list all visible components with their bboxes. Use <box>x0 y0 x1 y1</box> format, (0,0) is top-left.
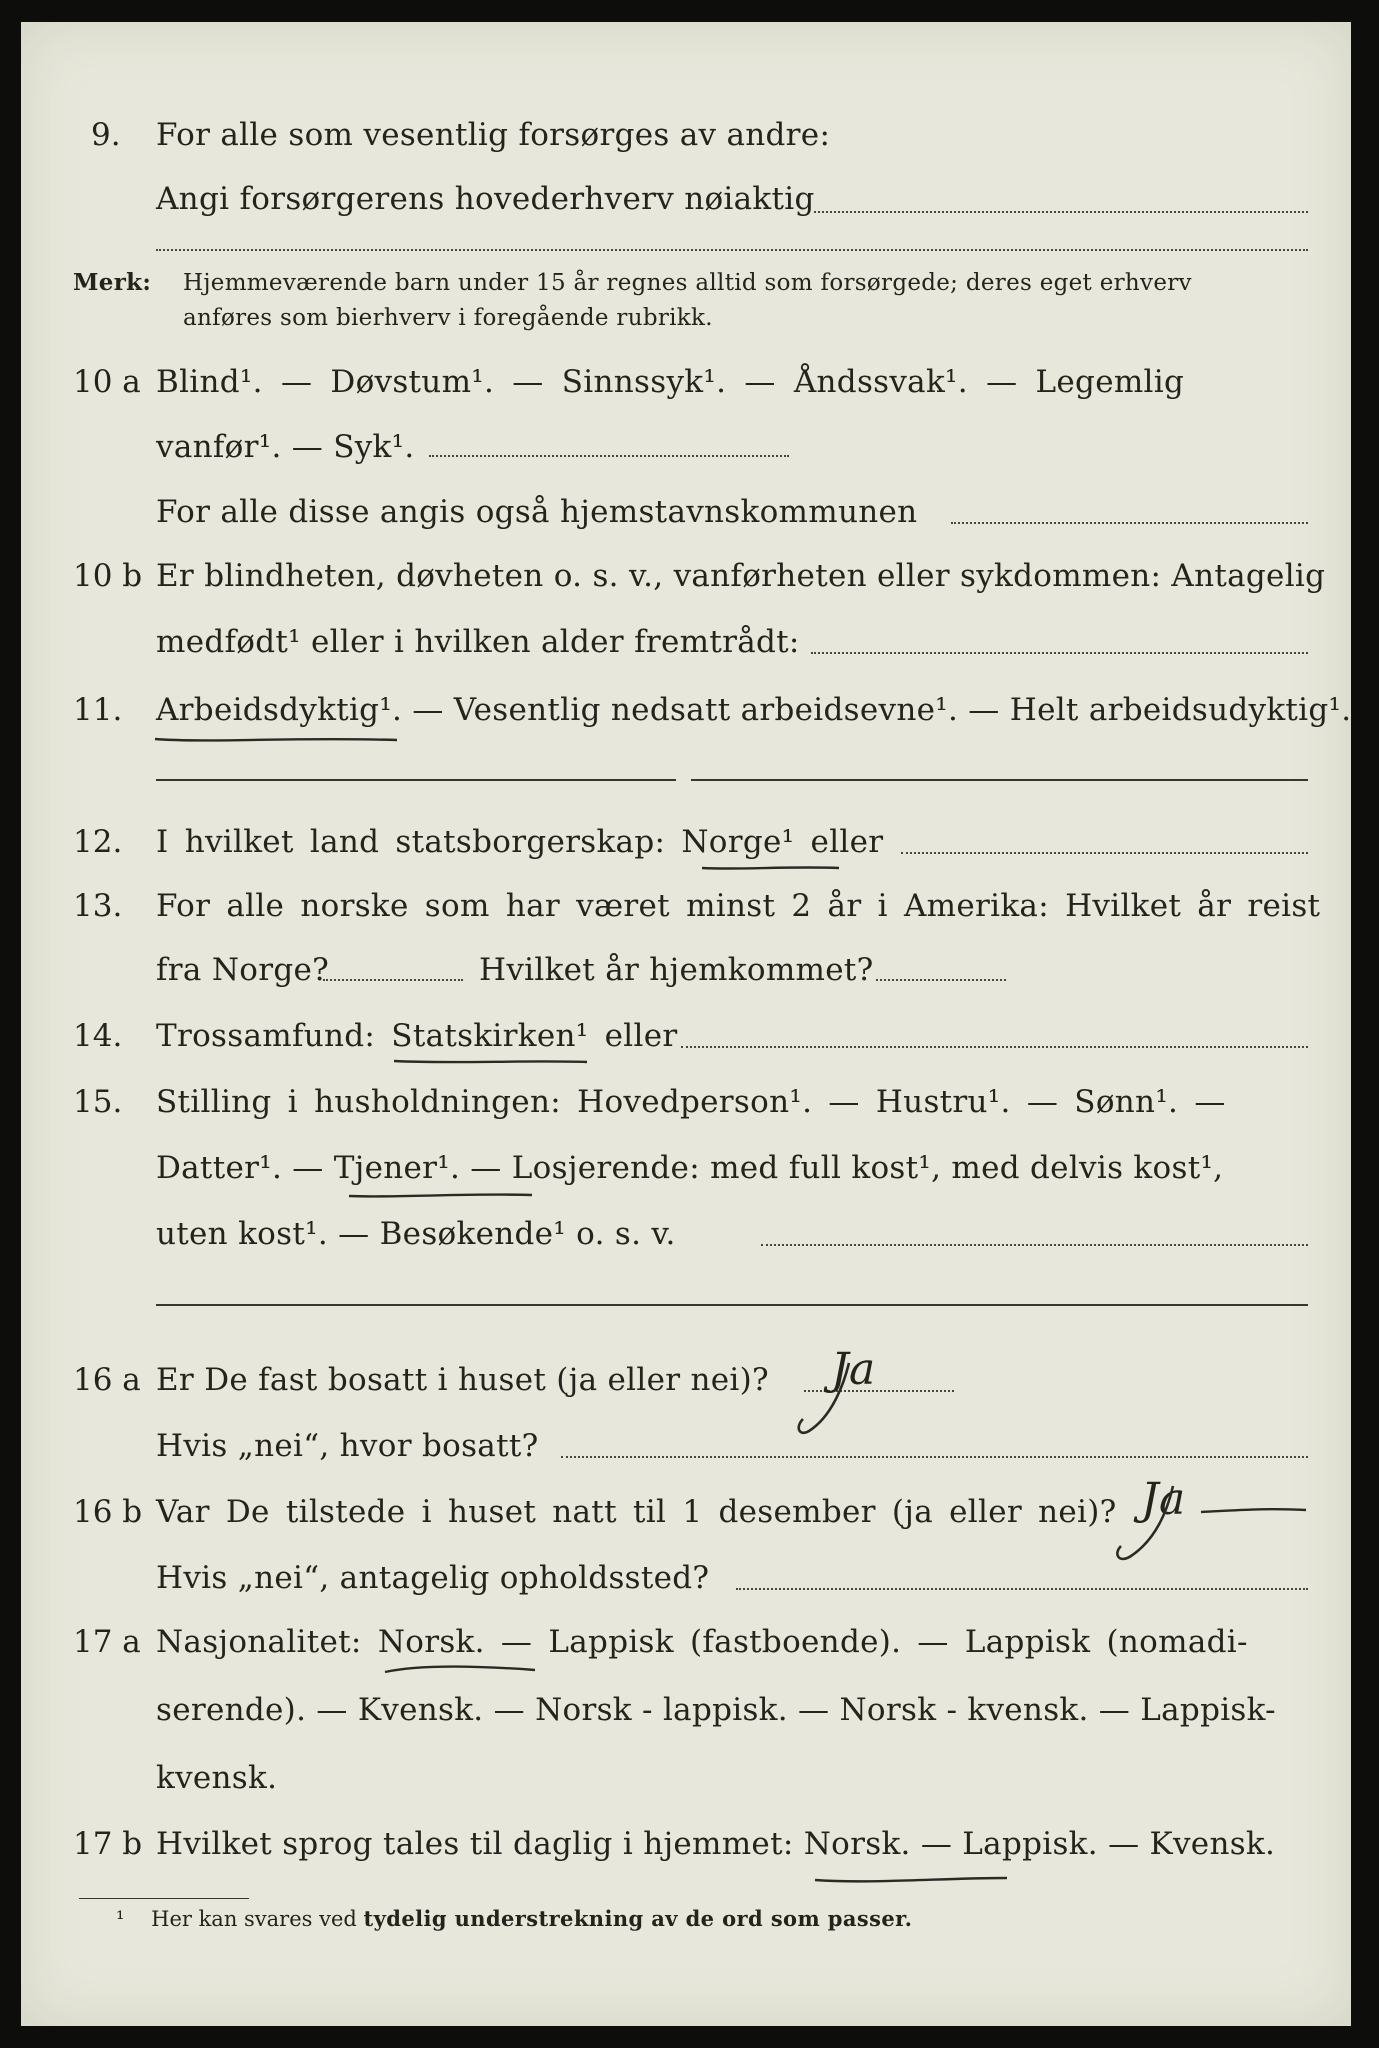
q16b-number: 16 b <box>73 1494 143 1530</box>
q11-handwritten-underline <box>151 727 401 747</box>
q13-number: 13. <box>73 888 123 924</box>
q15-line3: uten kost¹. — Besøkende¹ o. s. v. <box>156 1216 676 1252</box>
q17a-number: 17 a <box>73 1624 141 1660</box>
footnote-bold: tydelig understrekning av de ord som passer. <box>363 1906 913 1931</box>
q16b-line1: Var De tilstede i huset natt til 1 desember (ja eller nei)? <box>156 1494 1117 1530</box>
q17a-line3: kvensk. <box>156 1760 278 1796</box>
q10b-line1: Er blindheten, døvheten o. s. v., vanførheten eller sykdommen: Antagelig <box>156 558 1326 594</box>
q15-rule <box>156 1304 1308 1306</box>
q17b-handwritten-underline <box>811 1868 1011 1888</box>
q9-answer-line <box>814 211 1308 213</box>
q15-answer-line <box>761 1244 1308 1246</box>
q17a-line1: Nasjonalitet: Norsk. — Lappisk (fastboende). — Lappisk (nomadi- <box>156 1624 1248 1660</box>
q15-line2: Datter¹. — Tjener¹. — Losjerende: med full kost¹, med delvis kost¹, <box>156 1150 1224 1186</box>
q12-answer-line <box>901 852 1308 854</box>
q16a-handwritten-answer: Ja <box>831 1344 876 1395</box>
q14-number: 14. <box>73 1018 123 1054</box>
q9-number: 9. <box>91 117 121 153</box>
census-form-page <box>21 22 1351 2026</box>
q11-number: 11. <box>73 692 123 728</box>
q17b-line1: Hvilket sprog tales til daglig i hjemmet: Norsk. — Lappisk. — Kvensk. <box>156 1826 1276 1862</box>
q13-line2a: fra Norge? <box>156 952 330 988</box>
q11-line1: Arbeidsdyktig¹. — Vesentlig nedsatt arbeidsevne¹. — Helt arbeidsudyktig¹. <box>156 692 1352 728</box>
footnote-mark: ¹ <box>116 1907 125 1931</box>
q10a-municipality-line <box>951 522 1308 524</box>
q9-line1: For alle som vesentlig forsørges av andre: <box>156 117 831 153</box>
q10a-number: 10 a <box>73 364 141 400</box>
q17b-number: 17 b <box>73 1826 143 1862</box>
q9-line2: Angi forsørgerens hovederhverv nøiaktig <box>156 181 815 217</box>
q15-handwritten-underline <box>346 1184 536 1204</box>
q12-number: 12. <box>73 824 123 860</box>
q11-rule-right <box>691 779 1308 781</box>
q13-line1: For alle norske som har været minst 2 år i Amerika: Hvilket år reist <box>156 888 1321 924</box>
q13-year-left-line <box>323 979 463 981</box>
q17a-line2: serende). — Kvensk. — Norsk - lappisk. — Norsk - kvensk. — Lappisk- <box>156 1692 1276 1728</box>
q16a-line1: Er De fast bosatt i huset (ja eller nei)? <box>156 1362 769 1398</box>
q16a-address-line <box>561 1456 1308 1458</box>
q16a-line2: Hvis „nei“, hvor bosatt? <box>156 1428 539 1464</box>
q16a-number: 16 a <box>73 1362 141 1398</box>
q10b-answer-line <box>811 652 1308 654</box>
q16b-handwriting-stroke <box>1101 1474 1311 1572</box>
merk-label: Merk: <box>73 269 152 296</box>
q10b-number: 10 b <box>73 558 143 594</box>
q15-line1: Stilling i husholdningen: Hovedperson¹. — Hustru¹. — Sønn¹. — <box>156 1084 1226 1120</box>
q10a-line2: vanfør¹. — Syk¹. <box>156 429 415 465</box>
q10a-line3: For alle disse angis også hjemstavnskommunen <box>156 494 918 530</box>
merk-line2: anføres som bierhverv i foregående rubrikk. <box>183 305 713 331</box>
q15-number: 15. <box>73 1084 123 1120</box>
q13-line2b: Hvilket år hjemkommet? <box>479 952 874 988</box>
q17a-handwritten-underline <box>381 1658 541 1678</box>
q11-rule-left <box>156 779 676 781</box>
q14-handwritten-underline <box>391 1052 591 1070</box>
q13-year-returned-line <box>876 979 1006 981</box>
q16a-handwriting-stroke <box>791 1357 871 1447</box>
q12-line1: I hvilket land statsborgerskap: Norge¹ eller <box>156 824 884 860</box>
q9-answer-line-2 <box>156 249 1308 251</box>
q16b-location-line <box>736 1588 1308 1590</box>
q16b-line2: Hvis „nei“, antagelig opholdssted? <box>156 1560 710 1596</box>
footnote-plain: Her kan svares ved <box>151 1907 357 1931</box>
q10a-answer-line <box>429 455 789 457</box>
footnote-rule <box>79 1898 249 1899</box>
footnote <box>116 1904 912 1934</box>
q14-line1: Trossamfund: Statskirken¹ eller <box>156 1018 678 1054</box>
q14-answer-line <box>681 1046 1308 1048</box>
q16b-handwritten-answer: Ja <box>1141 1474 1186 1525</box>
merk-line1: Hjemmeværende barn under 15 år regnes alltid som forsørgede; deres eget erhverv <box>183 270 1192 296</box>
q10b-line2: medfødt¹ eller i hvilken alder fremtrådt: <box>156 624 800 660</box>
q10a-line1: Blind¹. — Døvstum¹. — Sinnssyk¹. — Åndssvak¹. — Legemlig <box>156 364 1185 400</box>
q12-handwritten-underline <box>699 858 844 876</box>
